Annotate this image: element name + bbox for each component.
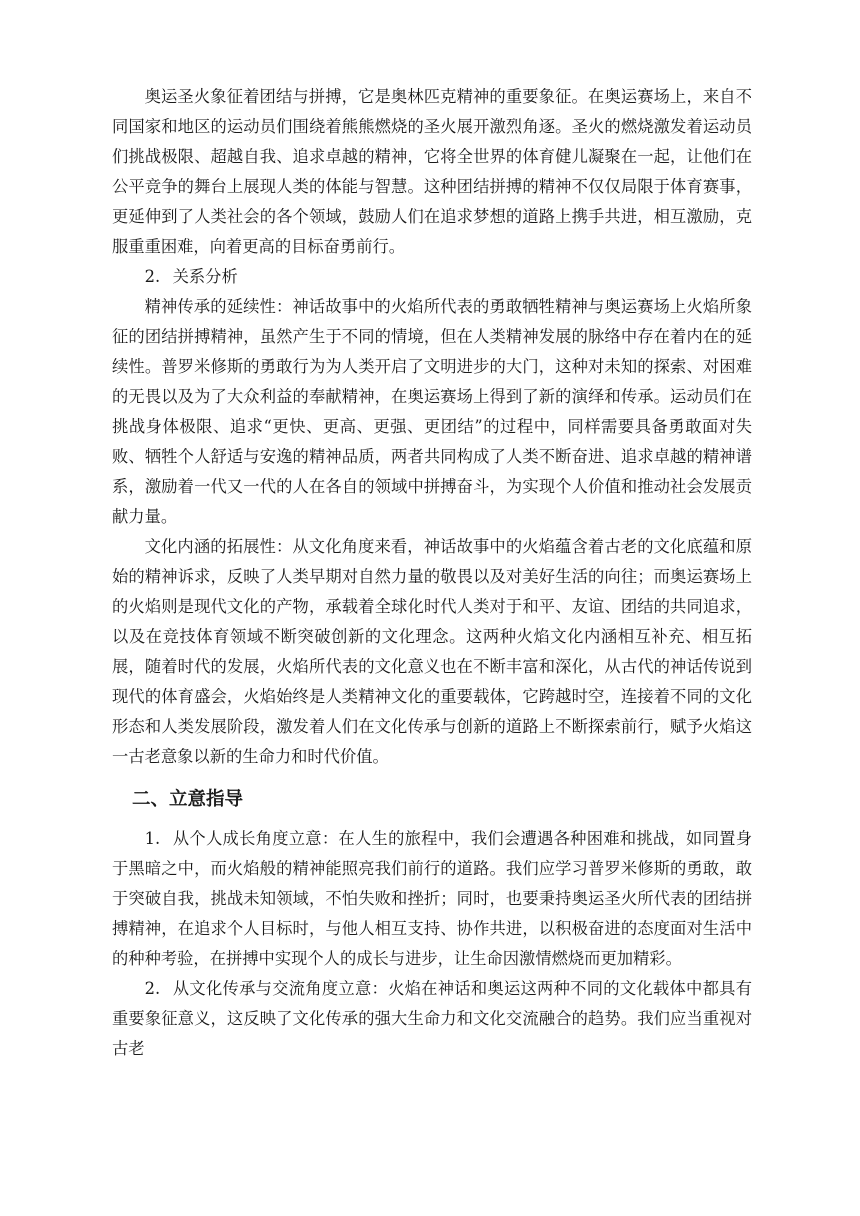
subsection-number: 2. xyxy=(144,267,161,286)
guidance-item xyxy=(112,974,752,1064)
body-paragraph-continuity: 精神传承的延续性：神话故事中的火焰所代表的勇敢牺牲精神与奥运赛场上火焰所象征的团结拼搏精神，虽然产生于不同的情境，但在人类精神发展的脉络中存在着内在的延续性。普罗米修斯的勇敢行为为人类开启了文明进步的大门，这种对未知的探索、对困难的无畏以及为了大众利益的奉献精神，在奥运赛场上得到了新的演绎和传承。运动员们在挑战身体极限、追求“更快、更高、更强、更团结”的过程中，同样需要具备勇敢面对失败、牺牲个人舒适与安逸的精神品质，两者共同构成了人类不断奋进、追求卓越的精神谱系，激励着一代又一代的人在各自的领域中拼搏奋斗，为实现个人价值和推动社会发展贡献力量。 xyxy=(112,297,752,526)
body-paragraph-expansion: 文化内涵的拓展性：从文化角度来看，神话故事中的火焰蕴含着古老的文化底蕴和原始的精神诉求，反映了人类早期对自然力量的敬畏以及对美好生活的向往；而奥运赛场上的火焰则是现代文化的产物，承载着全球化时代人类对于和平、友谊、团结的共同追求，以及在竞技体育领域不断突破创新的文化理念。这两种火焰文化内涵相互补充、相互拓展，随着时代的发展，火焰所代表的文化意义也在不断丰富和深化，从古代的神话传说到现代的体育盛会，火焰始终是人类精神文化的重要载体，它跨越时空，连接着不同的文化形态和人类发展阶段，激发着人们在文化传承与创新的道路上不断探索前行，赋予火焰这一古老意象以新的生命力和时代价值。 xyxy=(112,537,752,766)
guidance-item-text: 从个人成长角度立意：在人生的旅程中，我们会遭遇各种困难和挑战，如同置身于黑暗之中，而火焰般的精神能照亮我们前行的道路。我们应学习普罗米修斯的勇敢，敢于突破自我，挑战未知领域，不怕失败和挫折；同时，也要秉持奥运圣火所代表的团结拼搏精神，在追求个人目标时，与他人相互支持、协作共进，以积极奋进的态度面对生活中的种种考验，在拼搏中实现个人的成长与进步，让生命因激情燃烧而更加精彩。 xyxy=(112,829,752,968)
body-paragraph-olympic-flame: 奥运圣火象征着团结与拼搏，它是奥林匹克精神的重要象征。在奥运赛场上，来自不同国家和地区的运动员们围绕着熊熊燃烧的圣火展开激烈角逐。圣火的燃烧激发着运动员们挑战极限、超越自我、追求卓越的精神，它将全世界的体育健儿凝聚在一起，让他们在公平竞争的舞台上展现人类的体能与智慧。这种团结拼搏的精神不仅仅局限于体育赛事，更延伸到了人类社会的各个领域，鼓励人们在追求梦想的道路上携手共进，相互激励，克服重重困难，向着更高的目标奋勇前行。 xyxy=(112,87,752,256)
guidance-item-text: 从文化传承与交流角度立意：火焰在神话和奥运这两种不同的文化载体中都具有重要象征意义，这反映了文化传承的强大生命力和文化交流融合的趋势。我们应当重视对古老 xyxy=(112,979,752,1058)
subsection-title: 关系分析 xyxy=(172,267,238,286)
section-heading: 二、立意指导 xyxy=(132,789,244,810)
subsection-heading xyxy=(112,262,752,292)
guidance-item-number: 2. xyxy=(144,979,161,998)
guidance-item-number: 1. xyxy=(144,829,161,848)
guidance-item xyxy=(112,824,752,974)
